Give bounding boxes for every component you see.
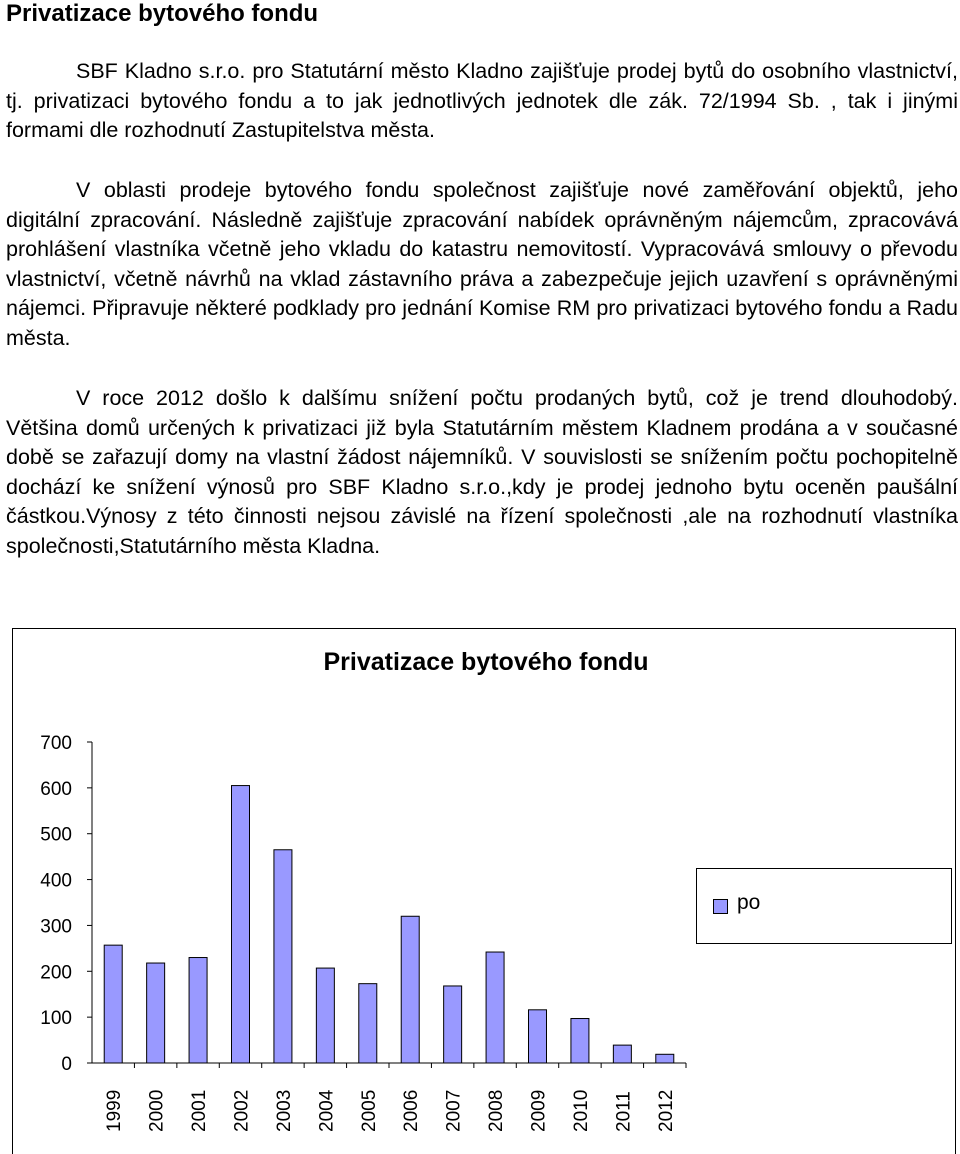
y-tick-label: 200 bbox=[40, 962, 72, 984]
chart-legend bbox=[696, 868, 952, 944]
bar bbox=[359, 984, 377, 1063]
x-tick-label: 2003 bbox=[273, 1089, 295, 1132]
x-tick-label: 2000 bbox=[146, 1089, 168, 1132]
x-tick-label: 2008 bbox=[486, 1089, 508, 1132]
bar bbox=[401, 916, 419, 1063]
bar bbox=[189, 958, 207, 1063]
legend-swatch bbox=[713, 899, 728, 914]
x-tick-label: 1999 bbox=[104, 1089, 126, 1132]
paragraph-intro: SBF Kladno s.r.o. pro Statutární město Kladno zajišťuje prodej bytů do osobního vlastnictví, tj. privatizaci bytového fondu a to jak jednotlivých jednotek dle zák. 72/1994 Sb. , tak i jinými formami dle rozhodnutí Zastupitelstva města. bbox=[6, 59, 958, 142]
x-tick-label: 2002 bbox=[231, 1089, 253, 1132]
page-heading: Privatizace bytového fondu bbox=[6, 0, 319, 27]
x-tick-label: 2004 bbox=[316, 1089, 338, 1132]
y-tick-label: 400 bbox=[40, 870, 72, 892]
bar bbox=[613, 1045, 631, 1063]
y-tick-label: 500 bbox=[40, 824, 72, 846]
x-tick-label: 2010 bbox=[570, 1089, 592, 1132]
bar bbox=[232, 786, 250, 1063]
bar bbox=[571, 1019, 589, 1063]
legend-label: po bbox=[737, 891, 761, 914]
bar bbox=[104, 945, 122, 1063]
y-tick-label: 600 bbox=[40, 778, 72, 800]
bar bbox=[444, 986, 462, 1063]
y-tick-label: 100 bbox=[40, 1008, 72, 1030]
x-tick-label: 2005 bbox=[358, 1089, 380, 1132]
chart-title: Privatizace bytového fondu bbox=[323, 648, 649, 676]
x-tick-label: 2011 bbox=[613, 1091, 635, 1132]
y-tick-label: 300 bbox=[40, 916, 72, 938]
bar bbox=[316, 968, 334, 1063]
x-tick-label: 2007 bbox=[443, 1089, 465, 1132]
y-tick-label: 0 bbox=[61, 1054, 72, 1075]
bar bbox=[529, 1010, 547, 1063]
x-tick-label: 2001 bbox=[189, 1089, 211, 1132]
x-tick-label: 2009 bbox=[528, 1089, 550, 1132]
x-tick-label: 2012 bbox=[655, 1089, 677, 1132]
paragraph-activities: V oblasti prodeje bytového fondu společnost zajišťuje nové zaměřování objektů, jeho digitální zpracování. Následně zajišťuje zpracování nabídek oprávněným nájemcům, zpracovává prohlášení vlastníka včetně jeho vkladu do katastru nemovitostí. Vypracovává smlouvy o převodu vlastnictví, včetně návrhů na vklad zástavního práva a zabezpečuje jejich uzavření s oprávněnými nájemci. Připravuje některé podklady pro jednání Komise RM pro privatizaci bytového fondu a Radu města. bbox=[6, 178, 958, 350]
bar bbox=[486, 952, 504, 1063]
x-tick-label: 2006 bbox=[401, 1089, 423, 1132]
paragraph-trend: V roce 2012 došlo k dalšímu snížení počtu prodaných bytů, což je trend dlouhodobý. Většina domů určených k privatizaci již byla Statutárním městem Kladnem prodána a v současné době se zařazují domy na vlastní žádost nájemníků. V souvislosti se snížením počtu pochopitelně dochází ke snížení výnosů pro SBF Kladno s.r.o.,kdy je prodej jednoho bytu oceněn paušální částkou.Výnosy z této činnosti nejsou závislé na řízení společnosti ,ale na rozhodnutí vlastníka společnosti,Statutárního města Kladna. bbox=[6, 386, 958, 558]
bar bbox=[656, 1054, 674, 1063]
bar bbox=[274, 850, 292, 1063]
y-tick-label: 700 bbox=[40, 733, 72, 754]
bar bbox=[147, 963, 165, 1063]
